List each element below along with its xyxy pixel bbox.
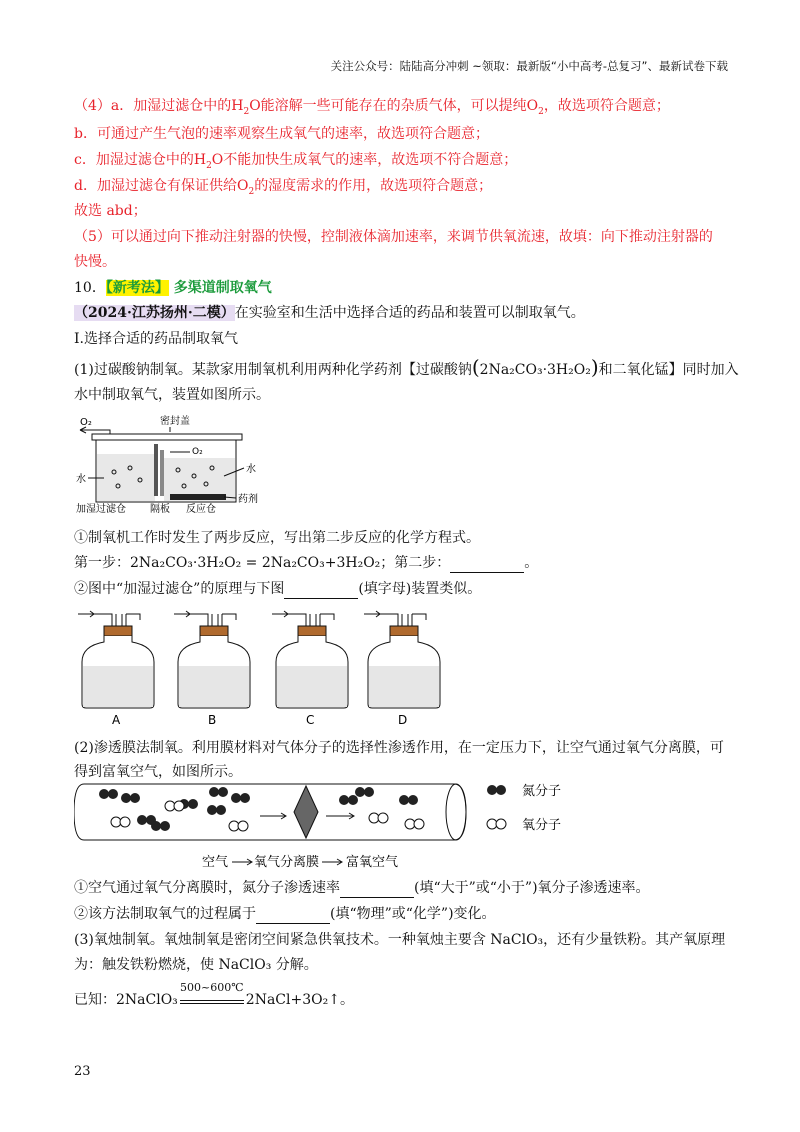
flow-rich-air: 富氧空气 [346, 855, 399, 870]
flow-air: 空气 [202, 855, 229, 870]
fig1-reaction-chamber-label: 反应仓 [186, 504, 216, 514]
fig1-water-right-label: 水 [246, 464, 256, 475]
fig1-partition-label: 隔板 [150, 504, 170, 514]
bottle-c [272, 611, 348, 727]
gas-bottles-figure [74, 604, 454, 730]
q2-answer-blank[interactable] [284, 584, 358, 599]
answer-d-post: 的湿度需求的作用，故选项符合题意； [254, 178, 493, 194]
fig1-reagent-label: 药剂 [238, 494, 258, 505]
q1-text: ①制氧机工作时发生了两步反应，写出第二步反应的化学方程式。 [74, 530, 480, 546]
q2-text-a: ②图中“加湿过滤仓”的原理与下图 [74, 581, 285, 597]
flow-caption [202, 854, 398, 870]
p1-formula: 2Na₂CO₃·3H₂O₂ [479, 362, 591, 378]
fig1-water-left-label: 水 [76, 474, 86, 485]
equation-right: 2NaCl+3O₂↑ [245, 992, 340, 1008]
answer-c: c．加湿过滤仓中的$H_2O$不能加快生成氧气的速率，故选项不符合题意； [74, 152, 518, 171]
bottle-label-b: B [208, 713, 217, 727]
p1-line1-a: (1)过碳酸钠制氧。某款家用制氧机利用两种化学药剂【过碳酸钠 [74, 362, 472, 378]
answer-b: b．可通过产生气泡的速率观察生成氧气的速率，故选项符合题意； [74, 126, 489, 142]
q2-text-b: (填字母)装置类似。 [358, 581, 482, 597]
p1-line1: (1)过碳酸钠制氧。某款家用制氧机利用两种化学药剂【过碳酸钠(2Na₂CO₃·3H₂O₂)和二氧化锰】同时加入 [74, 355, 739, 379]
q3-text-a: ①空气通过氧气分离膜时，氮分子渗透速率 [74, 880, 340, 896]
membrane-figure [74, 780, 594, 872]
answer-4a-post: O能溶解一些可能存在的杂质气体，可以提纯O [249, 98, 539, 114]
q2-text [74, 579, 481, 599]
fig1-lid-label: 密封盖 [160, 416, 190, 427]
fig1-inner-o2-label: O₂ [192, 447, 203, 457]
equation-condition-text: 500~600℃ [180, 981, 244, 994]
legend-oxygen [487, 818, 561, 833]
fig1-filter-chamber-label: 加湿过滤仓 [76, 504, 126, 514]
flow-membrane: 氧气分离膜 [254, 855, 320, 870]
p1-line1-b: 和二氧化锰】同时加入 [598, 362, 739, 378]
page-number: 23 [74, 1064, 91, 1079]
legend-nitrogen-label: 氮分子 [522, 784, 562, 799]
question-10-intro [74, 303, 585, 323]
step-end: 。 [524, 555, 539, 571]
answer-choose: 故选 abd； [74, 203, 147, 219]
p3-line1: (3)氧烛制氧。氧烛制氧是密闭空间紧急供氧技术。一种氧烛主要含 NaClO₃，还有少量铁粉。其产氧原理 [74, 932, 726, 948]
question-number: 10． [74, 280, 106, 296]
step1-text: 第一步：2Na₂CO₃·3H₂O₂ = 2Na₂CO₃+3H₂O₂；第二步： [74, 555, 451, 571]
answer-d-pre: d．加湿过滤仓有保证供给O [74, 178, 249, 194]
legend-nitrogen [487, 784, 561, 799]
bottle-label-a: A [112, 713, 121, 727]
q4-text [74, 904, 496, 924]
answer-4a-end: ，故选项符合题意； [543, 98, 670, 114]
q3-text [74, 878, 650, 898]
answer-5-line1: （5）可以通过向下推动注射器的快慢，控制液体滴加速率，来调节供氧流速，故填：向下推动注射器的 [74, 229, 713, 245]
answer-c-post: O不能加快生成氧气的速率，故选项不符合题意； [211, 152, 518, 168]
answer-4a: （4）a．加湿过滤仓中的$H_2O$能溶解一些可能存在的杂质气体，可以提纯$O_2$，故选项符合题意； [74, 98, 670, 117]
oxygen-generator-figure [74, 410, 274, 514]
page-header: 关注公众号：陆陆高分冲刺 ~领取：最新版“小中高考-总复习”、最新试卷下载 [330, 59, 728, 73]
source-tag: （2024·江苏扬州·二模） [74, 305, 235, 321]
step-line [74, 553, 538, 573]
q3-answer-blank[interactable] [340, 883, 414, 898]
legend-oxygen-label: 氧分子 [522, 818, 562, 833]
q3-text-b: (填“大于”或“小于”)氧分子渗透速率。 [414, 880, 650, 896]
p3-line2: 为：触发铁粉燃烧，使 NaClO₃ 分解。 [74, 957, 318, 973]
q4-text-a: ②该方法制取氧气的过程属于 [74, 906, 256, 922]
bottle-b [174, 611, 250, 727]
step2-answer-blank[interactable] [450, 558, 524, 573]
bottle-label-d: D [398, 713, 408, 727]
part-1-title: I.选择合适的药品制取氧气 [74, 331, 238, 347]
question-10-heading [74, 278, 272, 298]
q4-answer-blank[interactable] [256, 909, 330, 924]
answer-4a-pre: （4）a．加湿过滤仓中的H [74, 98, 244, 114]
p1-line2: 水中制取氧气，装置如图所示。 [74, 387, 270, 403]
equation-left: 2NaClO₃ [116, 992, 178, 1008]
q4-text-b: (填“物理”或“化学”)变化。 [330, 906, 496, 922]
intro-text: 在实验室和生活中选择合适的药品和装置可以制取氧气。 [234, 305, 585, 321]
bottle-label-c: C [306, 713, 315, 727]
equation-condition [180, 981, 244, 1004]
bottle-a [78, 611, 154, 727]
p2-line1: (2)渗透膜法制氧。利用膜材料对气体分子的选择性渗透作用，在一定压力下，让空气通过氧气分离膜，可 [74, 740, 724, 756]
p2-line2: 得到富氧空气，如图所示。 [74, 764, 242, 780]
equation-end: 。 [339, 992, 354, 1008]
new-method-tag: 【新考法】 [105, 280, 169, 296]
answer-c-pre: c．加湿过滤仓中的H [74, 152, 207, 168]
known-label: 已知： [74, 992, 116, 1008]
question-title: 多渠道制取氧气 [168, 280, 272, 296]
fig1-o2-outlet-label: O₂ [80, 417, 92, 428]
known-equation [74, 981, 354, 1010]
bottle-d [364, 611, 440, 727]
answer-d: d．加湿过滤仓有保证供给$O_2$的湿度需求的作用，故选项符合题意； [74, 178, 493, 197]
answer-5-line2: 快慢。 [74, 254, 116, 270]
